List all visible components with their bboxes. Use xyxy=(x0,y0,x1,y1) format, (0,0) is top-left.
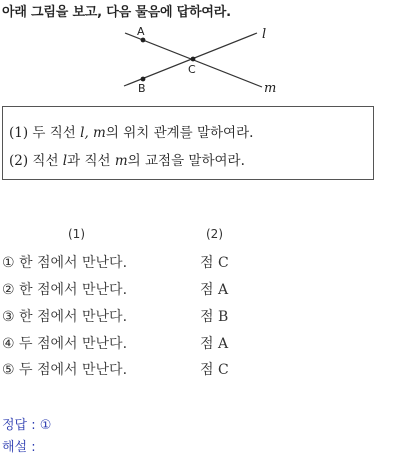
option-text: 한 점에서 만난다. xyxy=(19,309,128,325)
option-number: ⑤ xyxy=(2,362,15,378)
explanation-label: 해설 : xyxy=(2,440,36,455)
column-header-1: (1) xyxy=(68,227,85,241)
point-letter: A xyxy=(217,336,229,352)
option-number: ② xyxy=(2,282,15,298)
option-4[interactable] xyxy=(2,333,127,353)
point-letter: C xyxy=(217,362,229,378)
point-letter: C xyxy=(217,255,229,271)
option-4-point xyxy=(200,333,228,353)
label-a: A xyxy=(137,25,145,38)
page-title: 아래 그림을 보고, 다음 물음에 답하여라. xyxy=(2,5,231,20)
point-letter: B xyxy=(217,309,229,325)
point-b xyxy=(141,77,146,82)
point-word: 점 xyxy=(200,336,214,352)
option-1-point xyxy=(200,252,229,272)
q2-prefix: (2) 직선 xyxy=(9,153,59,169)
point-a xyxy=(141,38,146,43)
point-word: 점 xyxy=(200,362,214,378)
q2-line-l: l xyxy=(62,153,68,169)
option-number: ① xyxy=(2,255,15,271)
option-3[interactable] xyxy=(2,306,127,326)
question-2 xyxy=(9,149,245,169)
point-letter: A xyxy=(217,282,229,298)
q2-suffix: 의 교점을 말하여라. xyxy=(127,153,245,169)
option-text: 한 점에서 만난다. xyxy=(19,255,128,271)
option-2-point xyxy=(200,279,228,299)
q2-mid: 과 직선 xyxy=(67,153,111,169)
q1-line-l: l, xyxy=(80,125,89,141)
label-l: l xyxy=(262,27,267,42)
option-3-point xyxy=(200,306,228,326)
option-5[interactable] xyxy=(2,359,127,379)
q1-suffix: 의 위치 관계를 말하여라. xyxy=(105,125,254,141)
option-text: 두 점에서 만난다. xyxy=(19,362,128,378)
option-2[interactable] xyxy=(2,279,127,299)
point-c xyxy=(191,57,196,62)
option-text: 두 점에서 만난다. xyxy=(19,336,128,352)
q1-line-m: m xyxy=(93,125,106,141)
point-word: 점 xyxy=(200,282,214,298)
answer-text: 정답 : ① xyxy=(2,418,52,433)
point-word: 점 xyxy=(200,309,214,325)
lines-figure xyxy=(0,0,400,105)
question-box xyxy=(2,106,374,180)
q1-prefix: (1) 두 직선 xyxy=(9,125,76,141)
point-word: 점 xyxy=(200,255,214,271)
option-5-point xyxy=(200,359,229,379)
label-c: C xyxy=(188,63,196,76)
column-header-2: (2) xyxy=(206,227,223,241)
option-number: ③ xyxy=(2,309,15,325)
question-1 xyxy=(9,121,253,141)
option-text: 한 점에서 만난다. xyxy=(19,282,128,298)
option-1[interactable] xyxy=(2,252,127,272)
option-number: ④ xyxy=(2,336,15,352)
q2-line-m: m xyxy=(114,153,128,169)
label-m: m xyxy=(264,81,277,96)
label-b: B xyxy=(138,82,146,95)
